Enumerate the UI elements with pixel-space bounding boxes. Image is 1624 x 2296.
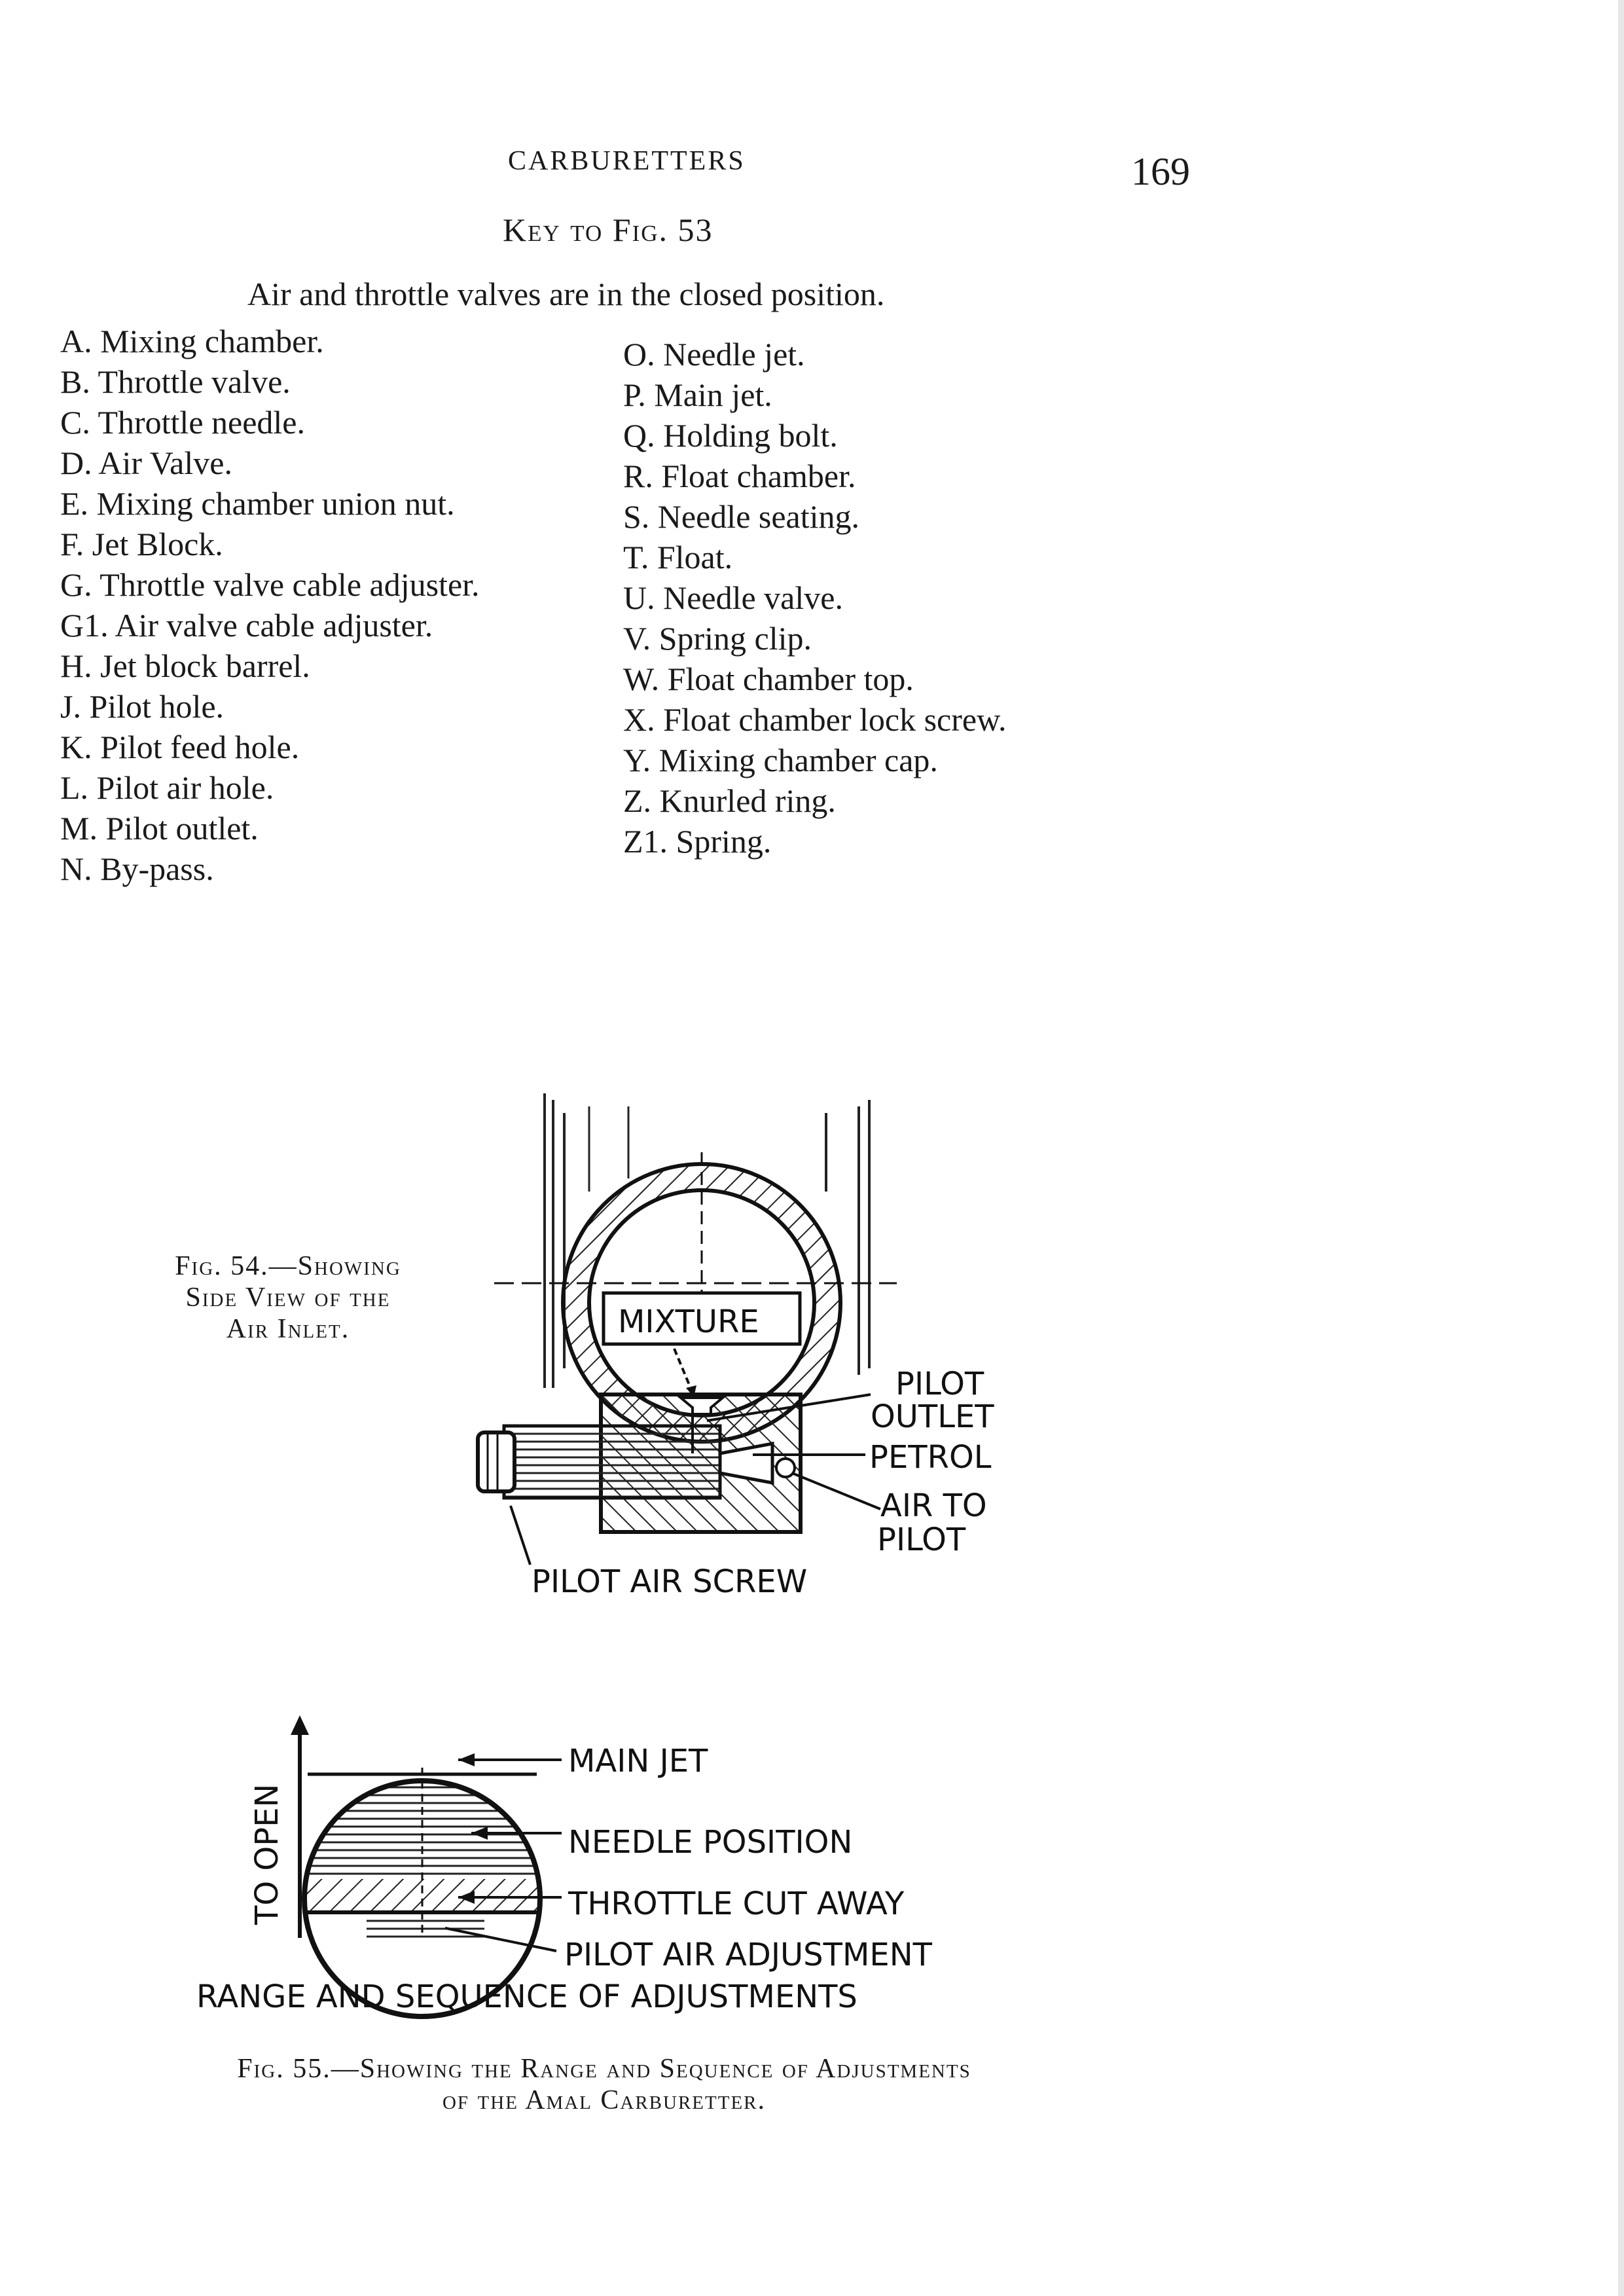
key-item: C. Throttle needle. [60,404,305,441]
key-item: K. Pilot feed hole. [60,729,300,765]
fig55-caption-line: Fig. 55.—Showing the Range and Sequence of Adjustments [237,2054,971,2084]
key-item: Z. Knurled ring. [623,782,836,819]
key-item: B. Throttle valve. [60,363,291,400]
key-item: G. Throttle valve cable adjuster. [60,566,480,603]
key-item: L. Pilot air hole. [60,769,274,806]
air-to-pilot-label: PILOT [877,1522,966,1558]
key-item: P. Main jet. [623,376,772,413]
fig55-caption [77,2053,1131,2116]
fig54-caption-line: Air Inlet. [226,1314,350,1344]
throttle-cutaway-band [301,1879,550,1912]
to-open-label: TO OPEN [249,1783,285,1925]
air-to-pilot-label: AIR TO [880,1487,987,1524]
key-intro: Air and throttle valves are in the closed position. [247,276,885,312]
running-title: CARBURETTERS [508,146,746,176]
throttle-cut-away-label: THROTTLE CUT AWAY [568,1886,905,1922]
main-jet-label: MAIN JET [568,1743,708,1779]
key-item: S. Needle seating. [623,498,860,535]
page-number: 169 [1131,150,1190,193]
pilot-air-screw-label: PILOT AIR SCREW [532,1563,808,1600]
fig55-title: RANGE AND SEQUENCE OF ADJUSTMENTS [196,1978,857,2015]
key-item: F. Jet Block. [60,526,223,562]
key-item: Q. Holding bolt. [623,417,838,454]
key-item: G1. Air valve cable adjuster. [60,607,433,644]
pilot-outlet-label: OUTLET [871,1398,994,1435]
key-item: E. Mixing chamber union nut. [60,485,455,522]
key-item: M. Pilot outlet. [60,810,259,847]
key-item: N. By-pass. [60,850,214,887]
key-item: A. Mixing chamber. [60,323,324,359]
key-item: H. Jet block barrel. [60,647,310,684]
key-item: W. Float chamber top. [623,661,914,697]
pilot-air-adjustment-label: PILOT AIR ADJUSTMENT [564,1937,932,1973]
key-item: Z1. Spring. [623,823,772,860]
fig54-caption-line: Fig. 54.—Showing [175,1251,401,1281]
mixture-label: MIXTURE [618,1303,759,1340]
needle-position-label: NEEDLE POSITION [568,1824,853,1861]
pilot-air-band [367,1914,484,1941]
fig55-caption-line: of the Amal Carburetter. [442,2085,767,2115]
key-item: T. Float. [623,539,733,575]
key-item: U. Needle valve. [623,579,843,616]
petrol-label: PETROL [869,1439,992,1476]
key-item: O. Needle jet. [623,336,805,373]
key-item: X. Float chamber lock screw. [623,701,1007,738]
fig55-diagram [291,1715,562,2016]
pilot-outlet-label: PILOT [895,1366,984,1402]
key-item: Y. Mixing chamber cap. [623,742,938,778]
key-item: J. Pilot hole. [60,688,225,725]
key-item: D. Air Valve. [60,445,232,481]
key-item: V. Spring clip. [623,620,812,657]
key-title: Key to Fig. 53 [503,211,713,248]
fig54-caption-line: Side View of the [185,1283,391,1313]
key-item: R. Float chamber. [623,458,856,494]
